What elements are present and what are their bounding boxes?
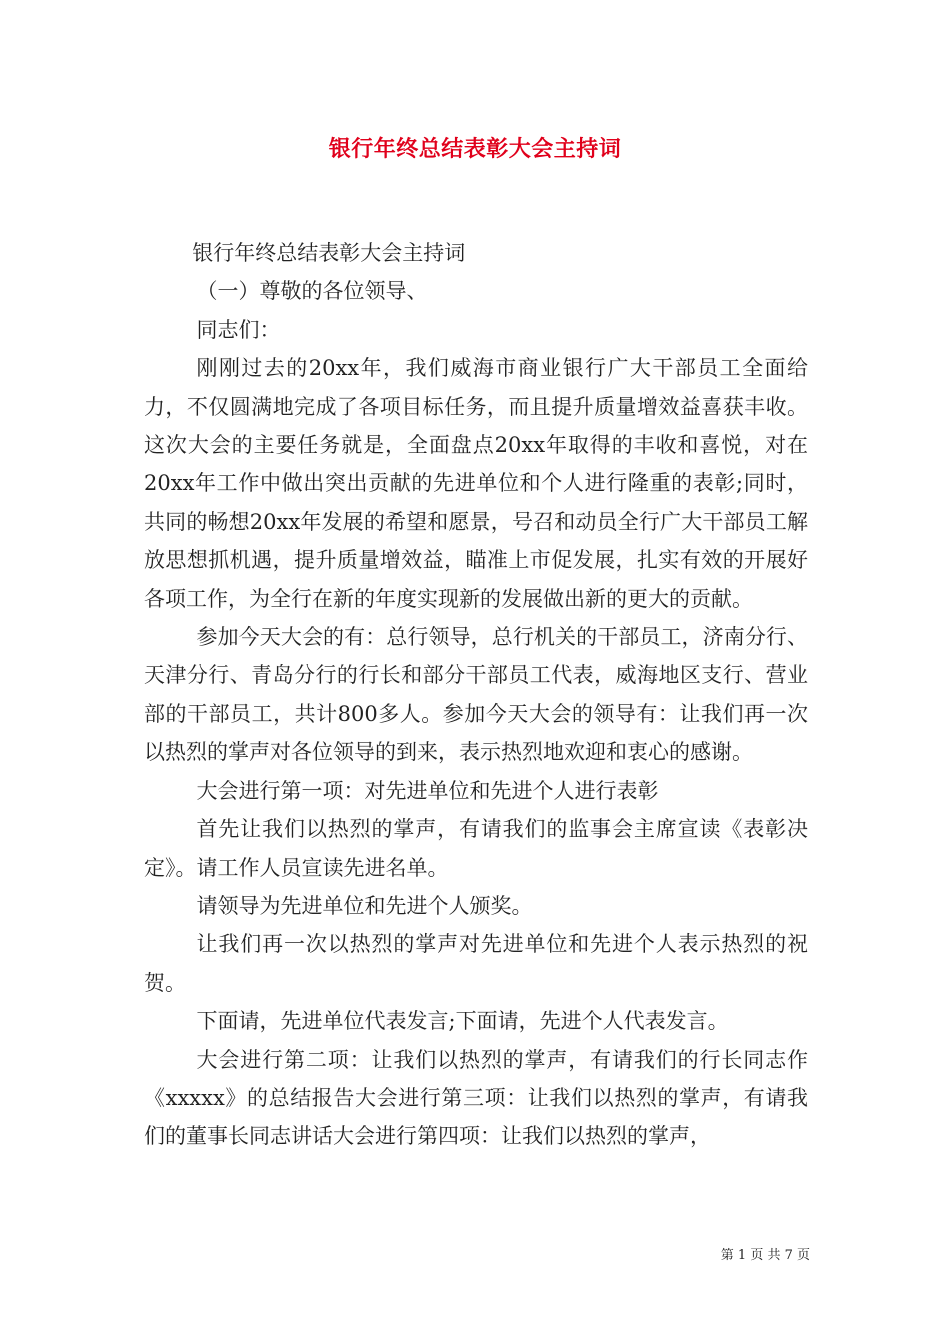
paragraph: 下面请，先进单位代表发言;下面请，先进个人代表发言。 <box>196 1009 729 1034</box>
paragraph: 大会进行第一项：对先进单位和先进个人进行表彰 <box>196 778 659 803</box>
paragraph: 首先让我们以热烈的掌声，有请我们的监事会主席宣读《表彰决定》。请工作人员宣读先进名单。 <box>144 817 808 880</box>
paragraph: 参加今天大会的有：总行领导，总行机关的干部员工，济南分行、天津分行、青岛分行的行长和部分干部员工代表，威海地区支行、营业部的干部员工，共计800多人。参加今天大会的领导有：让我们再一次以热烈的掌声对各位领导的到来，表示热烈地欢迎和衷心的感谢。 <box>144 625 808 765</box>
paragraph: 刚刚过去的20xx年，我们威海市商业银行广大干部员工全面给力，不仅圆满地完成了各项目标任务，而且提升质量增效益喜获丰收。这次大会的主要任务就是，全面盘点20xx年取得的丰收和喜悦，对在20xx年工作中做出突出贡献的先进单位和个人进行隆重的表彰;同时，共同的畅想20xx年发展的希望和愿景，号召和动员全行广大干部员工解放思想抓机遇，提升质量增效益，瞄准上市促发展，扎实有效的开展好各项工作，为全行在新的年度实现新的发展做出新的更大的贡献。 <box>144 356 808 611</box>
paragraph: 请领导为先进单位和先进个人颁奖。 <box>196 893 533 918</box>
paragraph-salutation-2: 同志们： <box>196 317 281 342</box>
document-body <box>144 234 808 1156</box>
paragraph: 让我们再一次以热烈的掌声对先进单位和先进个人表示热烈的祝贺。 <box>144 932 808 995</box>
paragraph: 大会进行第二项：让我们以热烈的掌声，有请我们的行长同志作《xxxxx》的总结报告大会进行第三项：让我们以热烈的掌声，有请我们的董事长同志讲话大会进行第四项：让我们以热烈的掌声， <box>144 1047 808 1149</box>
paragraph-salutation-1: （一）尊敬的各位领导、 <box>196 279 428 304</box>
paragraph-heading: 银行年终总结表彰大会主持词 <box>192 241 466 265</box>
document-title: 银行年终总结表彰大会主持词 <box>328 136 622 162</box>
page-number: 第 1 页 共 7 页 <box>720 1248 810 1263</box>
